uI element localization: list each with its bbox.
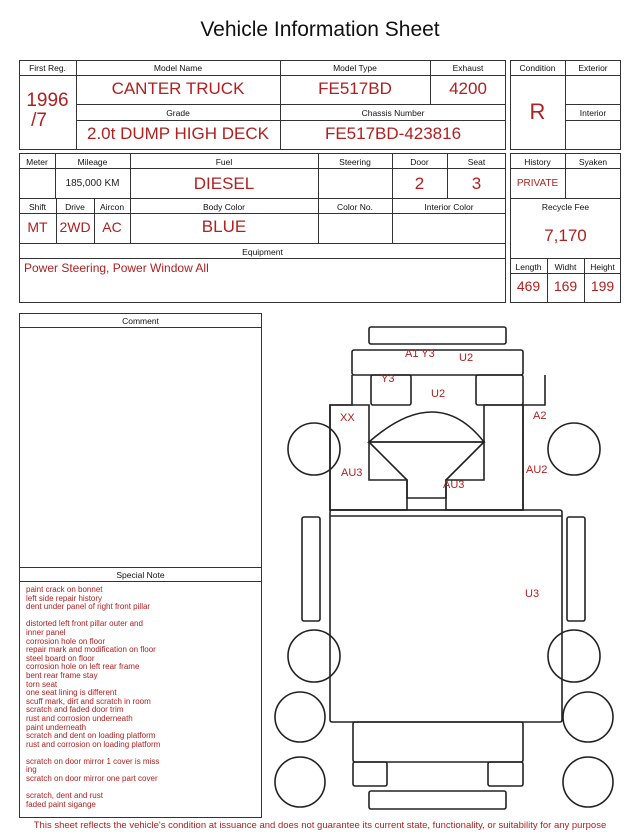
shift-value: MT	[27, 219, 48, 235]
special-note-line: paint crack on bonnet	[26, 585, 103, 594]
height-label: Height	[590, 262, 615, 272]
disclaimer-footer: This sheet reflects the vehicle's condition at issuance and does not guarantee its current state, functionality, or suitability for any purpose	[33, 820, 607, 831]
first-reg-month: /7	[31, 110, 47, 131]
grade-label: Grade	[166, 108, 190, 118]
damage-right-door: AU2	[526, 464, 548, 476]
special-note-line: corrosion hole on left rear frame	[26, 662, 140, 672]
body-color-label: Body Color	[202, 202, 246, 212]
height-value: 199	[590, 278, 615, 294]
recycle-fee-value: 7,170	[544, 226, 587, 245]
special-note-line: scratch on door mirror 1 cover is miss	[26, 756, 160, 766]
special-notes-list	[26, 586, 256, 809]
model-type-value: FE517BD	[318, 79, 392, 98]
first-reg-year: 1996	[26, 90, 69, 111]
equipment-value: Power Steering, Power Window All	[24, 261, 209, 275]
special-note-line: scratch, dent and rust	[26, 791, 103, 801]
history-value: PRIVATE	[516, 178, 559, 189]
interior-color-label: Interior Color	[424, 202, 474, 212]
sheet-title: Vehicle Information Sheet	[200, 18, 440, 41]
meter-label: Meter	[26, 157, 48, 167]
special-note-line: rust and corrosion underneath	[26, 713, 133, 723]
special-note-line: dent under panel of right front pillar	[26, 602, 151, 612]
damage-right-door-top: A2	[533, 410, 547, 422]
recycle-fee-label: Recycle Fee	[541, 202, 590, 212]
damage-top-strip: A1 Y3	[405, 348, 435, 360]
model-name-label: Model Name	[153, 63, 203, 73]
color-no-label: Color No.	[337, 202, 373, 212]
damage-bed-right: U3	[525, 588, 540, 600]
special-note-line: inner panel	[26, 627, 66, 637]
fuel-label: Fuel	[215, 157, 233, 167]
special-note-line: faded paint sigange	[26, 799, 96, 809]
grade-value: 2.0t DUMP HIGH DECK	[86, 124, 269, 143]
door-label: Door	[410, 157, 429, 167]
shift-label: Shift	[28, 202, 46, 212]
special-note-line: scratch and dent on loading platform	[26, 731, 156, 741]
exterior-label: Exterior	[578, 63, 608, 73]
special-note-line: one seat lining is different	[26, 688, 117, 698]
equipment-label: Equipment	[242, 247, 283, 257]
chassis-number-value: FE517BD-423816	[324, 124, 462, 143]
damage-cab-left: Y3	[381, 373, 395, 385]
special-note-line: bent rear frame stay	[26, 670, 98, 680]
special-note-line: paint underneath	[26, 722, 87, 732]
seat-value: 3	[471, 174, 482, 193]
damage-top-strip-right: U2	[459, 352, 474, 364]
special-note-line: torn seat	[26, 679, 58, 689]
damage-left-door-top: XX	[340, 412, 355, 424]
special-note-line: distorted left front pillar outer and	[26, 619, 143, 629]
drive-value: 2WD	[59, 219, 91, 235]
length-label: Length	[515, 262, 542, 272]
fuel-value: DIESEL	[193, 174, 255, 193]
aircon-label: Aircon	[99, 202, 125, 212]
exhaust-label: Exhaust	[452, 63, 484, 73]
length-value: 469	[516, 278, 541, 294]
special-note-line: corrosion hole on floor	[26, 636, 106, 646]
interior-label: Interior	[579, 108, 607, 118]
special-note-line: scratch and faded door trim	[26, 705, 124, 715]
model-type-label: Model Type	[333, 63, 377, 73]
body-color-value: BLUE	[201, 217, 247, 236]
mileage-value: 185,000 KM	[65, 178, 120, 189]
aircon-value: AC	[102, 219, 122, 235]
special-note-line: rust and corrosion on loading platform	[26, 739, 161, 749]
mileage-label: Mileage	[77, 157, 108, 167]
damage-cab-floor: AU3	[443, 479, 465, 491]
damage-left-door: AU3	[341, 467, 363, 479]
special-note-line: scuff mark, dirt and scratch in room	[26, 696, 151, 706]
vehicle-damage-diagram	[270, 320, 630, 815]
syaken-label: Syaken	[578, 157, 608, 167]
width-value: 169	[553, 278, 578, 294]
special-note-line: scratch on door mirror one part cover	[26, 774, 158, 784]
door-value: 2	[414, 174, 425, 193]
first-reg-label: First Reg.	[29, 63, 66, 73]
special-note-line: repair mark and modification on floor	[26, 645, 156, 655]
comment-label: Comment	[122, 316, 159, 326]
condition-value: R	[529, 99, 546, 124]
seat-label: Seat	[467, 157, 486, 167]
special-note-line: steel board on floor	[26, 653, 95, 663]
condition-label: Condition	[519, 63, 556, 73]
chassis-number-label: Chassis Number	[361, 108, 425, 118]
history-label: History	[524, 157, 551, 167]
special-note-line: left side repair history	[26, 593, 103, 603]
steering-label: Steering	[339, 157, 371, 167]
model-name-value: CANTER TRUCK	[111, 79, 245, 98]
drive-label: Drive	[65, 202, 85, 212]
exhaust-value: 4200	[449, 79, 487, 98]
special-note-line: ing	[26, 765, 37, 775]
special-note-label: Special Note	[116, 570, 165, 580]
damage-cab-center: U2	[431, 388, 446, 400]
width-label: Widht	[554, 262, 577, 272]
